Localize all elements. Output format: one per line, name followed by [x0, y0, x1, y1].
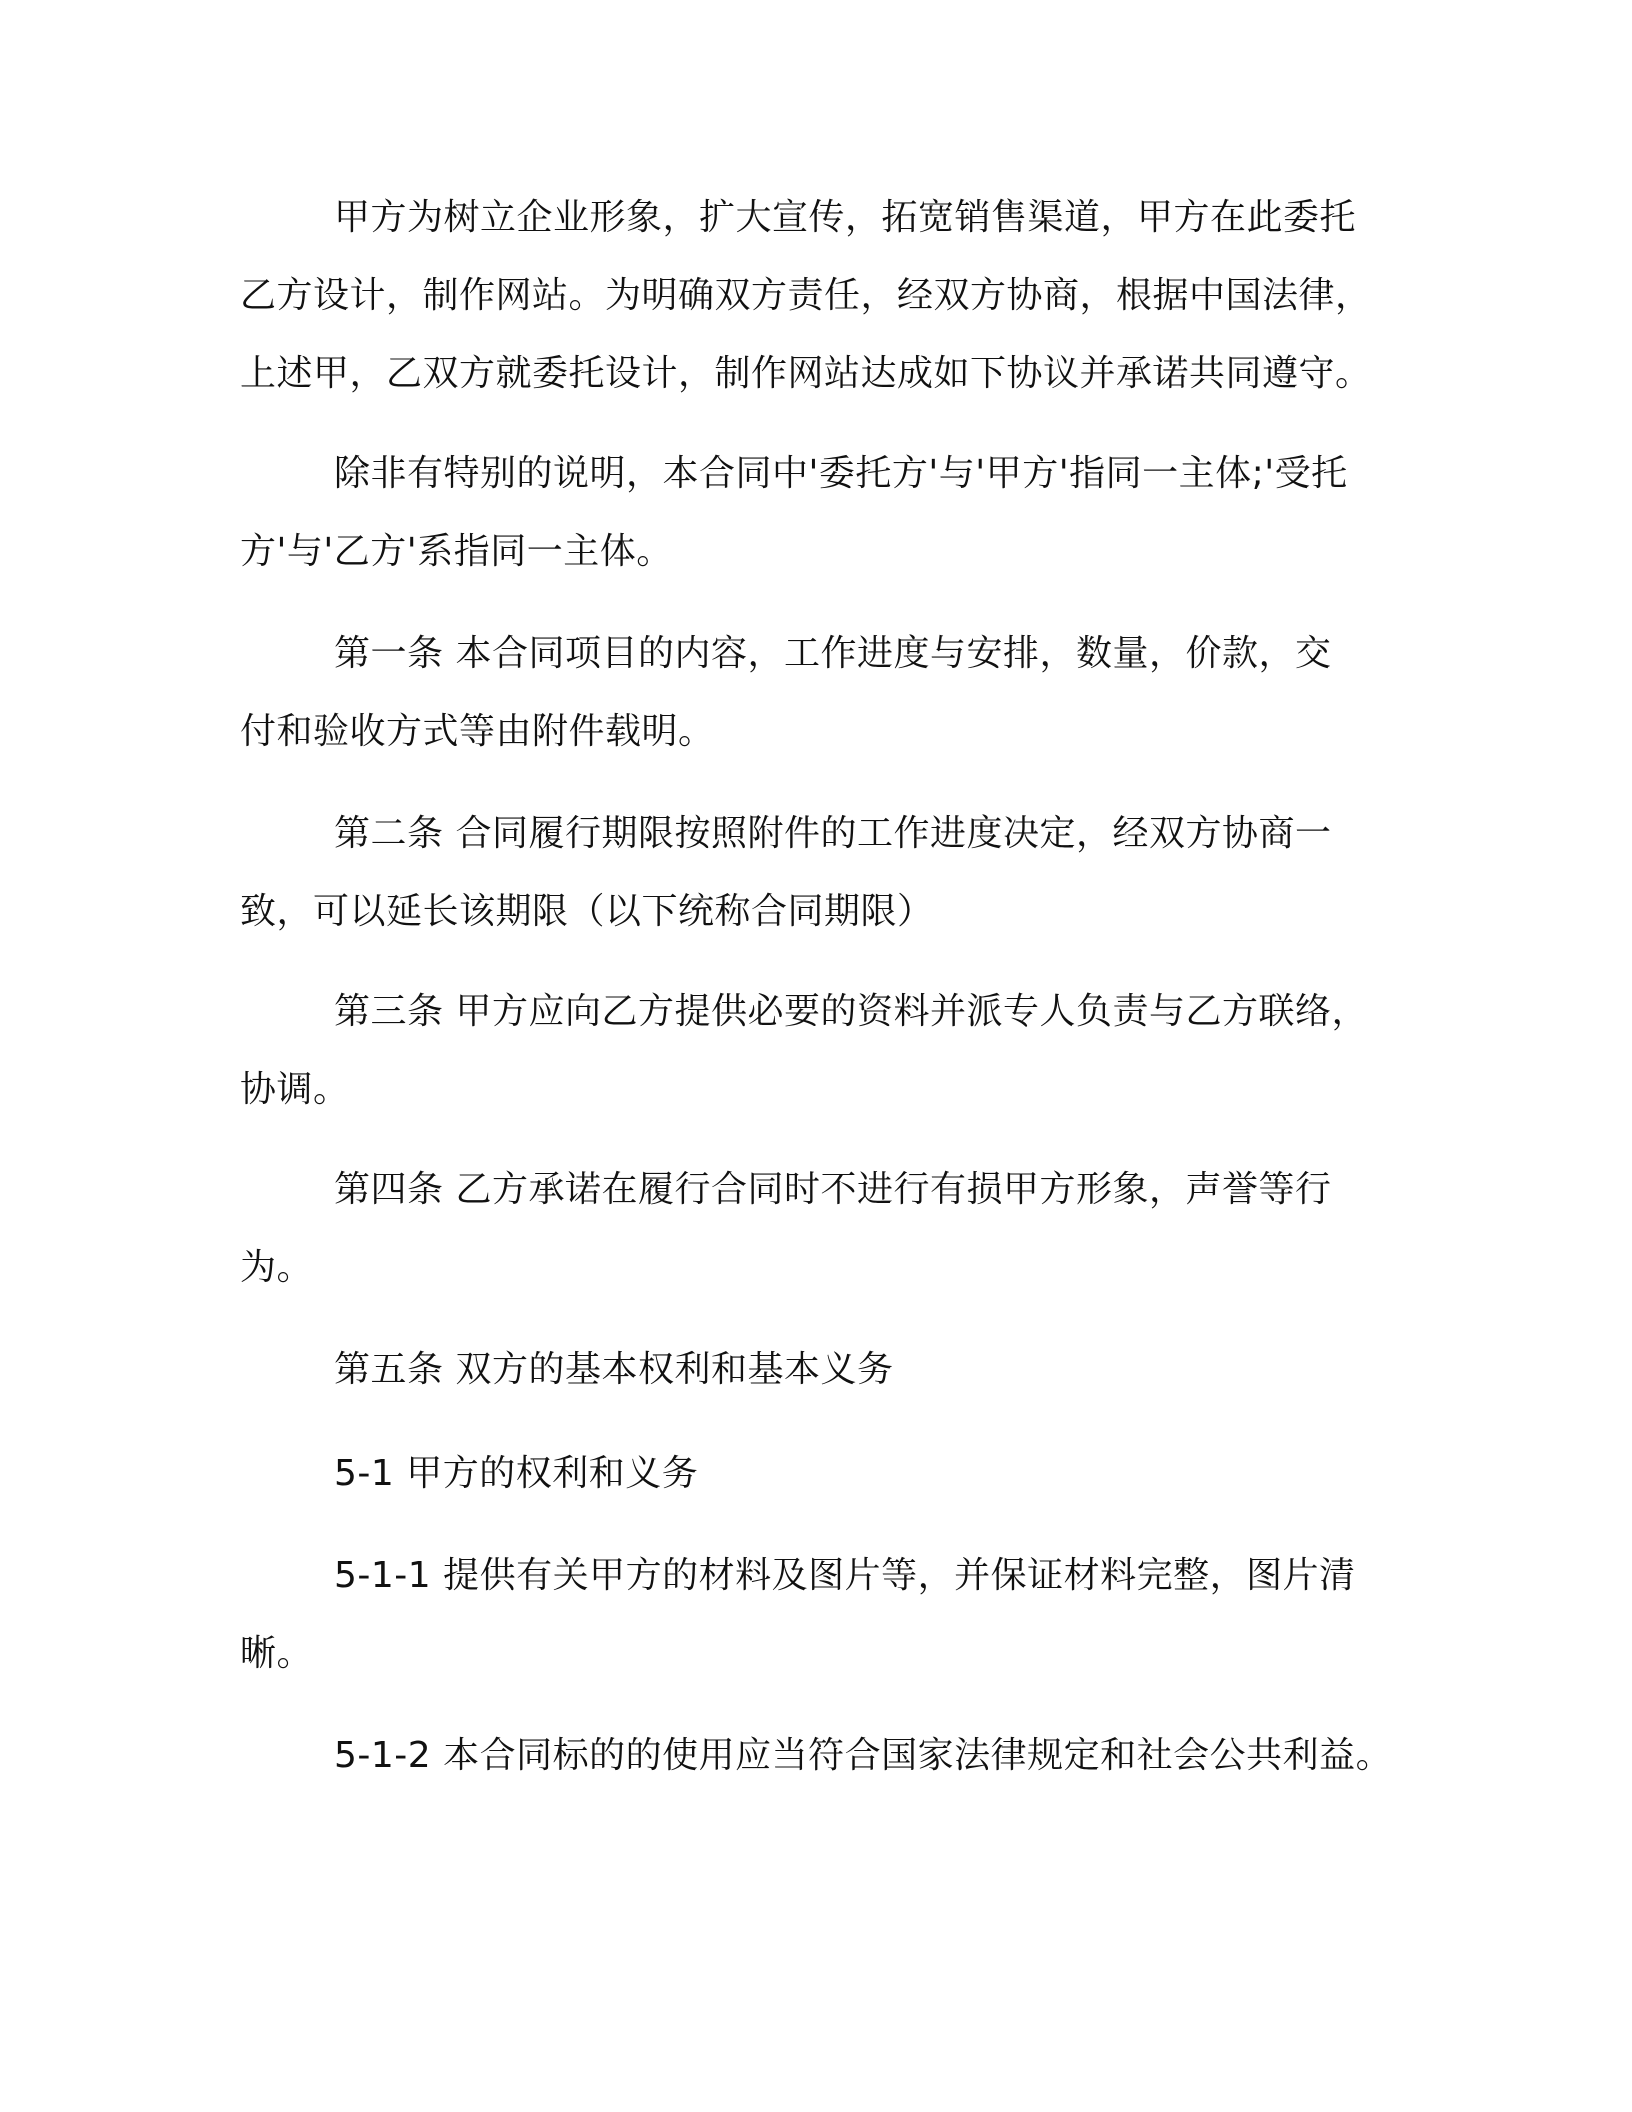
- article-3-line-1: 第三条 甲方应向乙方提供必要的资料并派专人负责与乙方联络，: [334, 991, 1368, 1032]
- definition-line-1: 除非有特别的说明，本合同中'委托方'与'甲方'指同一主体;'受托: [334, 453, 1348, 494]
- clause-5-1-1-line-1: 5-1-1 提供有关甲方的材料及图片等，并保证材料完整，图片清: [334, 1555, 1356, 1596]
- article-5-heading: 第五条 双方的基本权利和基本义务: [334, 1349, 894, 1390]
- clause-5-1-1-line-2: 晰。: [240, 1633, 314, 1674]
- article-2-line-2: 致，可以延长该期限（以下统称合同期限）: [240, 891, 934, 932]
- clause-5-1-2: 5-1-2 本合同标的的使用应当符合国家法律规定和社会公共利益。: [334, 1735, 1393, 1776]
- article-1-line-1: 第一条 本合同项目的内容，工作进度与安排，数量，价款，交: [334, 633, 1332, 674]
- section-5-1-heading: 5-1 甲方的权利和义务: [334, 1453, 699, 1494]
- article-4-line-1: 第四条 乙方承诺在履行合同时不进行有损甲方形象，声誉等行: [334, 1169, 1332, 1210]
- preamble-line-2: 乙方设计，制作网站。为明确双方责任，经双方协商，根据中国法律，: [240, 275, 1372, 316]
- preamble-line-1: 甲方为树立企业形象，扩大宣传，拓宽销售渠道，甲方在此委托: [334, 197, 1357, 238]
- article-3-line-2: 协调。: [240, 1069, 350, 1110]
- definition-line-2: 方'与'乙方'系指同一主体。: [240, 531, 673, 572]
- article-4-line-2: 为。: [240, 1247, 314, 1288]
- article-1-line-2: 付和验收方式等由附件载明。: [240, 711, 715, 752]
- preamble-line-3: 上述甲，乙双方就委托设计，制作网站达成如下协议并承诺共同遵守。: [240, 353, 1372, 394]
- article-2-line-1: 第二条 合同履行期限按照附件的工作进度决定，经双方协商一: [334, 813, 1332, 854]
